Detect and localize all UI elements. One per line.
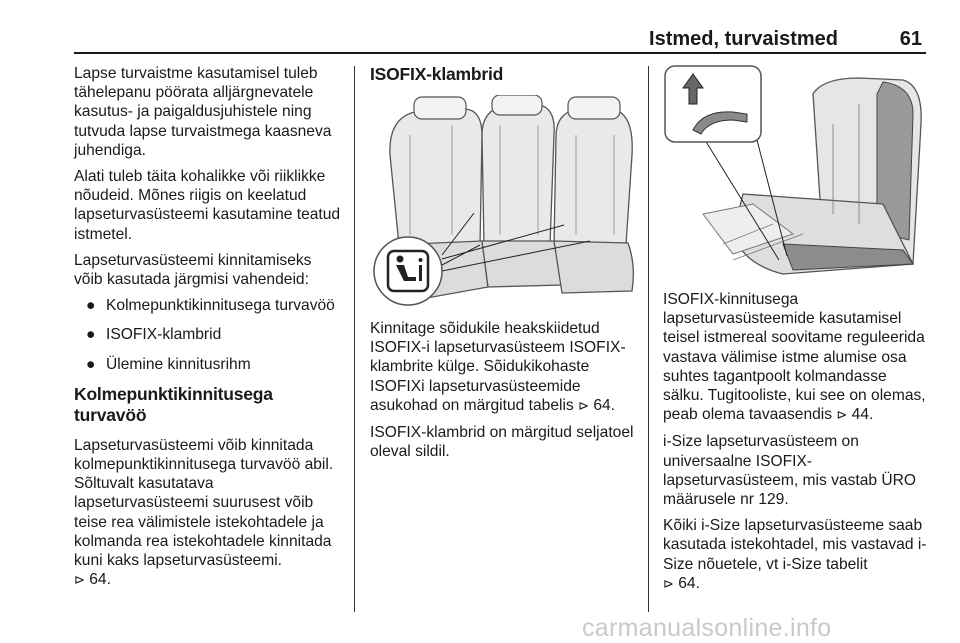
list-item — [74, 296, 342, 315]
paragraph-text: Lapseturvasüsteemi võib kinnitada kolmepunktikinnitusega turvavöö abil. Sõltuvalt kasutatava lapseturvasüsteemi suurusest võib teise rea välimistele istekohtadele ja kolmanda rea istekohtadele kinnitada kuni kaks lapseturvasüsteemi. — [74, 436, 334, 570]
page-ref[interactable]: 44. — [851, 406, 874, 424]
column-middle — [370, 64, 636, 468]
header-rule — [74, 52, 926, 54]
section-title: Istmed, turvaistmed — [649, 28, 838, 50]
page-ref[interactable]: 64. — [89, 571, 111, 589]
seat-adjustment-illustration — [663, 64, 925, 276]
paragraph: Lapse turvaistme kasutamisel tuleb tähelepanu pöörata alljärgnevatele kasutus- ja paigaldusjuhistele ning tutvuda lapse turvaistmega kaasneva juhendiga. — [74, 65, 332, 159]
paragraph — [74, 436, 342, 591]
paragraph: ISOFIX-klambrid on märgitud seljatoel oleval sildil. — [370, 424, 634, 461]
watermark: carmanualsonline.info — [582, 614, 832, 642]
paragraph: i-Size lapseturvasüsteem on universaalne ISOFIX-lapseturvasüsteem, mis vastab ÜRO määrusele nr 129. — [663, 433, 917, 509]
bullet-icon: ● — [86, 326, 96, 344]
bullet-icon: ● — [86, 355, 96, 373]
isofix-seat-illustration — [370, 95, 636, 307]
list-item-text: ISOFIX-klambrid — [106, 326, 222, 344]
page-ref[interactable]: 64. — [678, 574, 700, 592]
page-ref[interactable]: 64. — [593, 396, 615, 414]
paragraph — [663, 290, 929, 425]
page-ref-arrow-icon: ⊳ — [74, 573, 85, 589]
paragraph-text: Kinnitage sõidukile heakskiidetud ISOFIX-i lapseturvasüsteem ISOFIX-klambrite külge. Sõidukikohaste ISOFIXi lapseturvasüsteemide asukohad on märgitud tabelis — [370, 320, 626, 414]
section-heading: ISOFIX-klambrid — [370, 64, 504, 84]
paragraph-text: ISOFIX-kinnitusega lapseturvasüsteemide kasutamisel teisel istmereal soovitame reguleerida vastava välimise istme alumise osa suhtes tagantpoolt kolmandasse sälku. Tugitooliste, kui see on olemas, peab olema tavaasendis — [663, 291, 926, 424]
paragraph — [663, 516, 929, 594]
column-divider-2 — [648, 66, 649, 612]
page-ref-arrow-icon: ⊳ — [578, 398, 589, 414]
paragraph: Alati tuleb täita kohalikke või riiklikke nõudeid. Mõnes riigis on keelatud lapseturvasüsteemi kasutamine teatud istmetel. — [74, 168, 341, 243]
list-item-text: Ülemine kinnitusrihm — [106, 355, 251, 373]
list-item-text: Kolmepunktikinnitusega turvavöö — [106, 297, 335, 315]
list-item — [74, 355, 342, 374]
column-right — [663, 64, 929, 601]
page-ref-arrow-icon: ⊳ — [663, 576, 674, 592]
list-item — [74, 325, 342, 344]
paragraph: Lapseturvasüsteemi kinnitamiseks võib kasutada järgmisi vahendeid: — [74, 251, 312, 289]
bullet-list — [74, 296, 342, 374]
bullet-icon: ● — [86, 297, 96, 315]
paragraph — [370, 319, 636, 416]
page-header — [74, 22, 926, 52]
column-left — [74, 64, 342, 597]
page-ref-arrow-icon: ⊳ — [836, 408, 848, 424]
section-heading: Kolmepunktikinnitusega turvavöö — [74, 383, 273, 425]
paragraph-text: Kõiki i-Size lapseturvasüsteeme saab kasutada istekohtadel, mis vastavad i-Size nõuetele, vt i-Size tabelit — [663, 517, 927, 573]
column-divider-1 — [354, 66, 355, 612]
page-number: 61 — [899, 28, 922, 50]
